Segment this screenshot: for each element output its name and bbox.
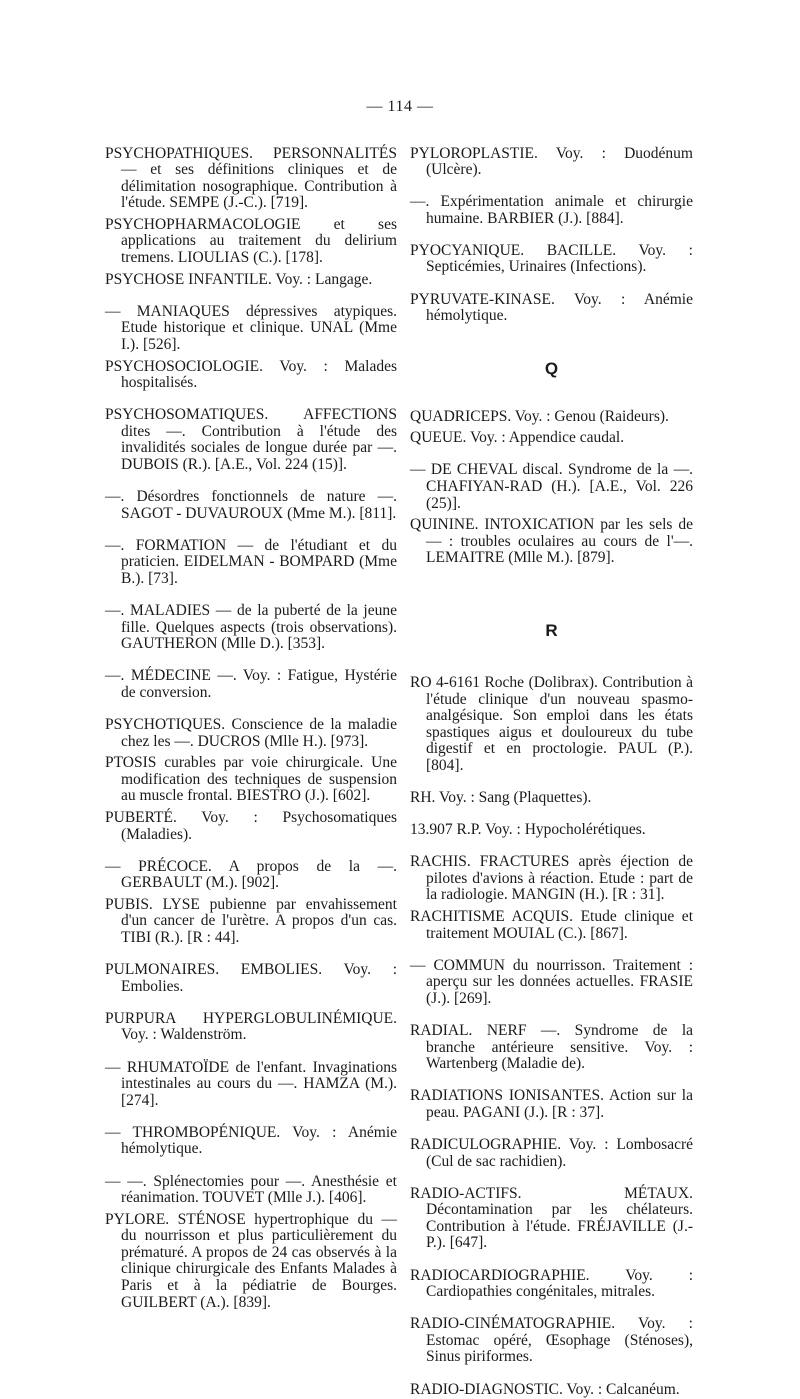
index-entry: QUEUE. Voy. : Appendice caudal. [410, 429, 625, 447]
index-entry: RO 4-6161 Roche (Dolibrax). Contribution à l'étude clinique d'un nouveau spasmo-analgésique. Son emploi dans les états spastiques aigus et douloureux du tube digestif et en proctologie. PAUL (P.). [804]. [410, 674, 693, 774]
index-entry: PUBIS. LYSE pubienne par envahissement d'un cancer de l'urètre. A propos d'un cas. TIBI (R.). [R : 44]. [105, 895, 397, 947]
index-entry: — COMMUN du nourrisson. Traitement : aperçu sur les données actuelles. FRASIE (J.). [269]. [410, 956, 693, 1007]
section-letter-q: Q [544, 358, 559, 378]
index-entry: RADIO-DIAGNOSTIC. Voy. : Calcanéum. [410, 1380, 680, 1398]
index-entry: RADIATIONS IONISANTES. Action sur la peau. PAGANI (J.). [R : 37]. [410, 1087, 693, 1121]
index-entry: — MANIAQUES dépressives atypiques. Etude historique et clinique. UNAL (Mme I.). [526]. [105, 302, 397, 353]
index-entry: PUBERTÉ. Voy. : Psychosomatiques (Maladies). [105, 809, 397, 843]
index-entry: PSYCHOSOCIOLOGIE. Voy. : Malades hospitalisés. [105, 357, 397, 392]
index-entry: PYOCYANIQUE. BACILLE. Voy. : Septicémies, Urinaires (Infections). [410, 241, 693, 276]
index-entry: 13.907 R.P. Voy. : Hypocholérétiques. [410, 821, 646, 839]
index-entry: RADIAL. NERF —. Syndrome de la branche antérieure sensitive. Voy. : Wartenberg (Maladie de). [410, 1022, 693, 1073]
index-entry: —. MALADIES — de la puberté de la jeune fille. Quelques aspects (trois observations). GAUTHERON (Mlle D.). [353]. [105, 602, 397, 653]
index-entry: PURPURA HYPERGLOBULINÉMIQUE. Voy. : Waldenström. [105, 1009, 397, 1044]
left-column [105, 130, 397, 1312]
index-entry: PYRUVATE-KINASE. Voy. : Anémie hémolytique. [410, 290, 693, 325]
index-entry: RH. Voy. : Sang (Plaquettes). [410, 789, 592, 807]
index-entry: — —. Splénectomies pour —. Anesthésie et réanimation. TOUVET (Mlle J.). [406]. [105, 1172, 397, 1207]
index-entry: PULMONAIRES. EMBOLIES. Voy. : Embolies. [105, 961, 397, 995]
index-entry: QUININE. INTOXICATION par les sels de — : troubles oculaires au cours de l'—. LEMAITRE (Mlle M.). [879]. [410, 516, 693, 567]
right-column [410, 130, 693, 1399]
index-entry: —. MÉDECINE —. Voy. : Fatigue, Hystérie de conversion. [105, 667, 397, 701]
index-entry: —. Expérimentation animale et chirurgie humaine. BARBIER (J.). [884]. [410, 193, 693, 227]
index-entry: RADIO-CINÉMATOGRAPHIE. Voy. : Estomac opéré, Œsophage (Sténoses), Sinus piriformes. [410, 1315, 693, 1366]
index-entry: RACHIS. FRACTURES après éjection de pilotes d'avions à réaction. Etude : part de la radiologie. MANGIN (H.). [R : 31]. [410, 853, 693, 904]
index-entry: — PRÉCOCE. A propos de la —. GERBAULT (M.). [902]. [105, 857, 397, 892]
index-entry: PYLORE. STÉNOSE hypertrophique du — du nourrisson et plus particulièrement du prématuré. A propos de 24 cas observés à la clinique chirurgicale des Enfants Malades à Paris et à la pédiatrie de Bourges. GUILBERT (A.). [839]. [105, 1210, 397, 1311]
index-entry: PYLOROPLASTIE. Voy. : Duodénum (Ulcère). [410, 144, 693, 179]
index-entry: RADIO-ACTIFS. MÉTAUX. Décontamination par les chélateurs. Contribution à l'étude. FRÉJAVILLE (J.-P.). [647]. [410, 1184, 693, 1252]
index-entry: QUADRICEPS. Voy. : Genou (Raideurs). [410, 407, 669, 425]
index-entry: — DE CHEVAL discal. Syndrome de la —. CHAFIYAN-RAD (H.). [A.E., Vol. 226 (25)]. [410, 461, 693, 512]
index-entry: PSYCHOSE INFANTILE. Voy. : Langage. [105, 270, 373, 288]
index-entry: RADIOCARDIOGRAPHIE. Voy. : Cardiopathies congénitales, mitrales. [410, 1266, 693, 1301]
section-letter-r: R [545, 621, 558, 640]
index-entry: RACHITISME ACQUIS. Etude clinique et traitement MOUIAL (C.). [867]. [410, 908, 693, 942]
index-entry: —. FORMATION — de l'étudiant et du praticien. EIDELMAN - BOMPARD (Mme B.). [73]. [105, 536, 397, 587]
index-entry: PTOSIS curables par voie chirurgicale. Une modification des techniques de suspension au muscle frontal. BIESTRO (J.). [602]. [105, 754, 397, 805]
index-entry: — THROMBOPÉNIQUE. Voy. : Anémie hémolytique. [105, 1123, 397, 1158]
index-entry: PSYCHOPATHIQUES. PERSONNALITÉS — et ses définitions cliniques et de délimitation nosographique. Contribution à l'étude. SEMPE (J.-C.). [719]. [105, 144, 397, 212]
index-entry: PSYCHOPHARMACOLOGIE et ses applications au traitement du delirium tremens. LIOULIAS (C.). [178]. [105, 215, 397, 267]
index-entry: RADICULOGRAPHIE. Voy. : Lombosacré (Cul de sac rachidien). [410, 1135, 693, 1170]
index-entry: PSYCHOTIQUES. Conscience de la maladie chez les —. DUCROS (Mlle H.). [973]. [105, 716, 397, 750]
index-entry: — RHUMATOÏDE de l'enfant. Invaginations intestinales au cours du —. HAMZA (M.). [274]. [105, 1058, 397, 1109]
page-number: — 114 — [366, 98, 434, 115]
index-entry: —. Désordres fonctionnels de nature —. SAGOT - DUVAUROUX (Mme M.). [811]. [105, 488, 397, 522]
index-entry: PSYCHOSOMATIQUES. AFFECTIONS dites —. Contribution à l'étude des invalidités sociales de longue durée par —. DUBOIS (R.). [A.E., Vol. 224 (15)]. [105, 406, 397, 473]
